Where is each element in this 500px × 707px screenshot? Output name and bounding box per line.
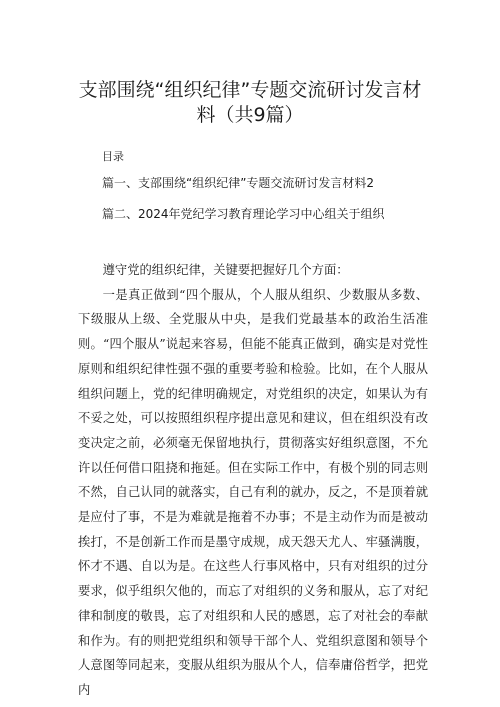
toc-item[interactable]: 篇二、2024年党纪学习教育理论学习中心组关于组织 bbox=[102, 207, 385, 221]
toc-heading: 目录 bbox=[102, 150, 124, 163]
body-paragraph: 遵守党的组织纪律，关键要把握好几个方面： bbox=[102, 263, 349, 277]
toc-item[interactable]: 篇一、支部围绕“组织纪律”专题交流研讨发言材料2 bbox=[102, 176, 375, 190]
body-paragraph: 一是真正做到“四个服从，个人服从组织、少数服从多数、下级服从上级、全党服从中央，是我们党最基本的政治生活准则。“四个服从”说起来容易，但能不能真正做到，确实是对党性原则和组织纪律性强不强的重要考验和检验。比如，在个人服从组织问题上，党的纪律明确规定，对党组织的决定，如果认为有不妥之处，可以按照组织程序提出意见和建议，但在组织没有改变决定之前，必须毫无保留地执行，贯彻落实好组织意图，不允许以任何借口阻挠和拖延。但在实际工作中，有极个别的同志则不然，自己认同的就落实，自己有利的就办，反之，不是顶着就是应付了事，不是为难就是拖着不办事；不是主动作为而是被动挨打，不是创新工作而是墨守成规，成天怨天尤人、牢骚满腹，怀才不遇、自以为是。在这些人行事风格中，只有对组织的过分要求，似乎组织欠他的，而忘了对组织的义务和服从，忘了对纪律和制度的敬畏，忘了对组织和人民的感恩，忘了对社会的奉献和作为。有的则把党组织和领导干部个人、党组织意图和领导个人意图等同起来，变服从组织为服从个人，信奉庸俗哲学，把党内 bbox=[78, 287, 428, 697]
document-title-line-2: 料（共9篇） bbox=[196, 104, 304, 126]
body-text bbox=[78, 258, 428, 703]
document-title-line-1: 支部围绕“组织纪律”专题交流研讨发言材 bbox=[78, 79, 422, 101]
